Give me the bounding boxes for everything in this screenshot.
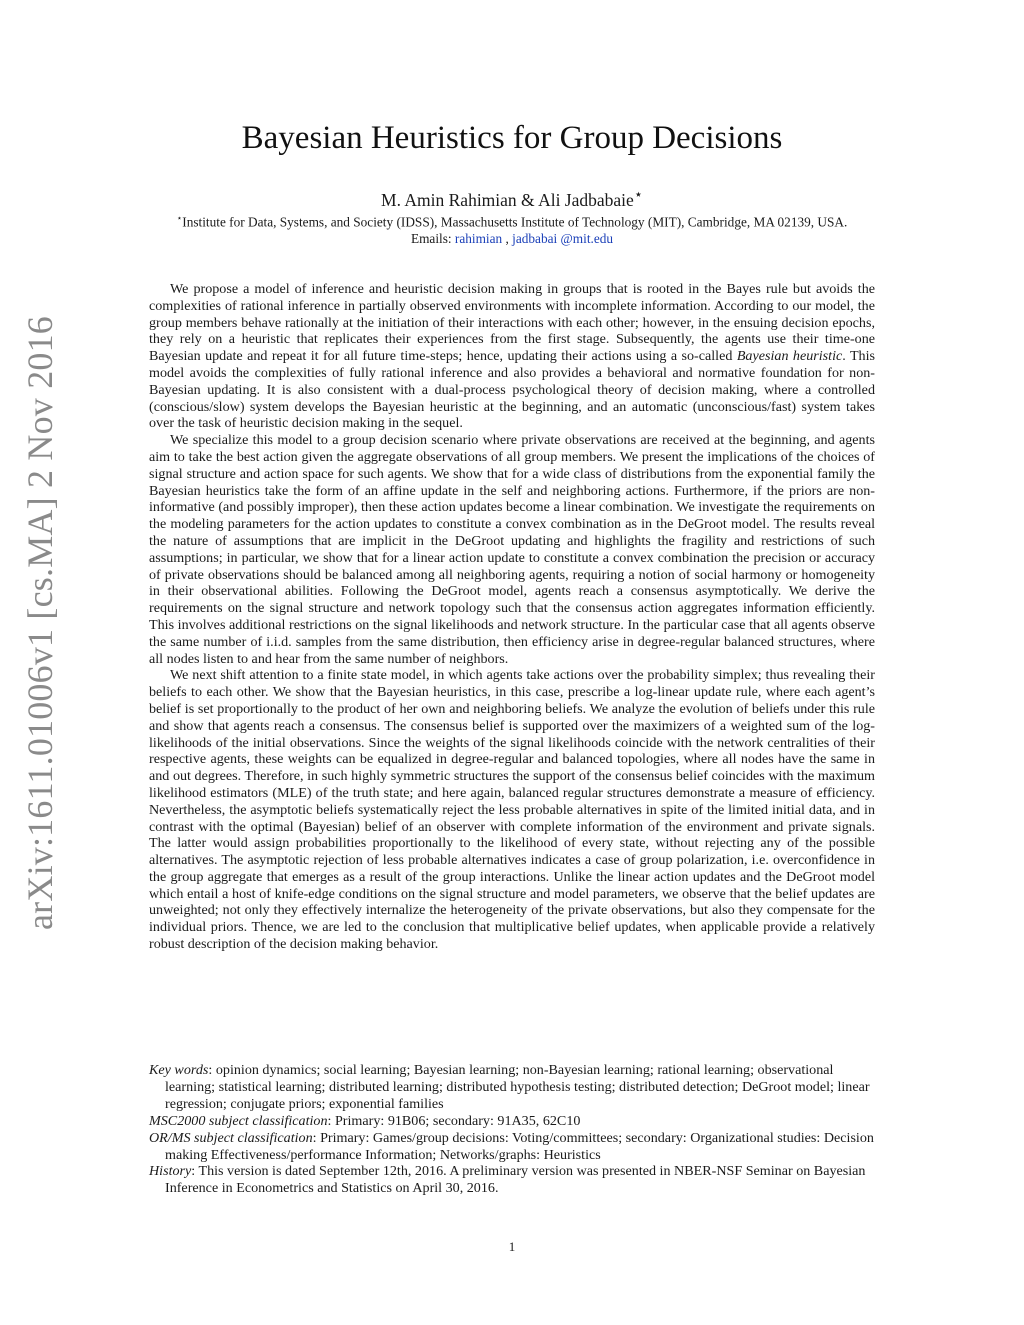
- email-link-jadbabai[interactable]: jadbabai: [512, 231, 558, 246]
- affiliation-line: [0, 213, 1024, 230]
- email-line: [0, 231, 1024, 247]
- email-link-rahimian[interactable]: rahimian: [454, 231, 503, 246]
- history-label: History: [149, 1163, 192, 1180]
- author-line: [0, 186, 1024, 211]
- paper-title: Bayesian Heuristics for Group Decisions: [241, 120, 783, 156]
- msc-text: Primary: 91B06; secondary: 91A35, 62C10: [334, 1112, 581, 1129]
- keywords-text: opinion dynamics; social learning; Bayesian learning; non-Bayesian learning; rational learning; observational learning; statistical learning; distributed learning; distributed hypothesis testing; distributed detection; DeGroot model; linear regression; conjugate priors; exponential families: [165, 1062, 870, 1112]
- affiliation-text: Institute for Data, Systems, and Society (IDSS), Massachusetts Institute of Technology (MIT), Cambridge, MA 02139, USA.: [182, 214, 848, 230]
- orms-text: Primary: Games/group decisions: Voting/committees; secondary: Organizational studies: Decision making Effectiveness/performance Information; Networks/graphs: Heuristics: [165, 1129, 874, 1163]
- history-text: This version is dated September 12th, 2016. A preliminary version was presented in NBER-NSF Seminar on Bayesian Inference in Econometrics and Statistics on April 30, 2016.: [165, 1163, 866, 1197]
- keywords-label: Key words: [149, 1062, 209, 1078]
- msc-label: MSC2000 subject classification: [149, 1112, 328, 1129]
- history-entry: History: This version is dated September 12th, 2016. A preliminary version was presented in NBER-NSF Seminar on Bayesian Inference in Econometrics and Statistics on April 30, 2016.: [149, 1163, 866, 1197]
- keywords-entry: Key words: opinion dynamics; social learning; Bayesian learning; non-Bayesian learning; rational learning; observational learning; statistical learning; distributed learning; distributed hypothesis testing; distributed detection; DeGroot model; linear regression; conjugate priors; exponential families: [149, 1062, 870, 1112]
- abstract-paragraph-3: We next shift attention to a finite state model, in which agents take actions over the probability simplex; thus revealing their beliefs to each other. We show that the Bayesian heuristics, in this case, prescribe a log-linear update rule, where each agent’s belief is set proportionally to the product of her own and neighboring beliefs. We analyze the evolution of beliefs under this rule and show that agents reach a consensus. The consensus belief is supported over the maximizers of a weighted sum of the log-likelihoods of the initial observations. Since the weights of the signal likelihoods coincide with the network centralities of their respective agents, these weights can be equalized in degree-regular and balanced topologies, where all nodes have the same in and out degrees. Therefore, in such highly symmetric structures the support of the consensus belief coincides with the maximum likelihood estimators (MLE) of the truth state; and here again, balanced regular structures demonstrate a measure of efficiency. Nevertheless, the asymptotic beliefs systematically reject the less probable alternatives in spite of the limited initial data, and in contrast with the optimal (Bayesian) belief of an observer with complete information of the environment and private signals. The latter would assign probabilities proportionally to the likelihood of every state, without rejecting any of the possible alternatives. The asymptotic rejection of less probable alternatives indicates a case of group polarization, i.e. overconfidence in the group aggregate that emerges as a result of the group interactions. Unlike the linear action updates and the DeGroot model which entail a host of knife-edge conditions on the signal structure and model parameters, we observe that the belief updates are unweighted; not only they effectively internalize the heterogeneity of the private observations, but also they compensate for the individual priors. Thence, we are led to the conclusion that multiplicative belief updates, when applicable provide a relatively robust description of the decision making behavior.: [149, 667, 875, 953]
- emails-label: Emails:: [410, 231, 452, 246]
- abstract-p1-text: We propose a model of inference and heuristic decision making in groups that is rooted in the Bayes rule but avoids the complexities of rational inference in partially observed environments with incomplete information. According to our model, the group members behave rationally at the initiation of their interactions with each other; however, in the ensuing decision epochs, they rely on a heuristic that replicates their experiences from the first stage. Subsequently, the agents use their time-one Bayesian update and repeat it for all future time-steps; hence, updating their actions using a so-called: [149, 281, 875, 365]
- author-names: M. Amin Rahimian & Ali Jadbabaie: [381, 189, 634, 210]
- email-separator: ,: [505, 231, 509, 246]
- email-domain[interactable]: @mit.edu: [560, 231, 614, 246]
- abstract-paragraph-2: We specialize this model to a group decision scenario where private observations are received at the beginning, and agents aim to take the best action given the aggregate observations of all group members. We present the implications of the choices of signal structure and action space for such agents. We show that for a wide class of distributions from the exponential family the Bayesian heuristics take the form of an affine update in the self and neighboring actions. Furthermore, if the priors are non-informative (and possibly improper), then these action updates become a linear combination. We investigate the requirements on the modeling parameters for the action updates to constitute a convex combination as in the DeGroot model. The results reveal the nature of assumptions that are implicit in the DeGroot updating and highlights the fragility and restrictions of such assumptions; in particular, we show that for a linear action update to constitute a convex combination the precision or accuracy of private observations should be balanced among all neighboring agents, requiring a notion of social harmony or homogeneity in their observational abilities. Following the DeGroot model, agents reach a consensus asymptotically. We derive the requirements on the signal structure and network topology such that the consensus action aggregates information efficiently. This involves additional restrictions on the signal likelihoods and network structure. In the particular case that all agents observe the same number of i.i.d. samples from the same distribution, then efficiency arise in degree-regular balanced structures, where all nodes listen to and hear from the same number of neighbors.: [149, 432, 875, 667]
- abstract-paragraph-1: [149, 281, 875, 432]
- page-number: 1: [508, 1239, 516, 1254]
- affiliation-mark: ⋆: [176, 213, 183, 223]
- abstract-p1-emphasis: Bayesian heuristic: [736, 348, 843, 365]
- abstract-p1-text-end: . This model avoids the complexities of fully rational inference and also provides a behavioral and normative foundation for non-Bayesian updating. It is also consistent with a dual-process psychological theory of decision making, where a controlled (conscious/slow) system develops the Bayesian heuristic at the beginning, and an automatic (unconscious/fast) system takes over the task of heuristic decision making in the sequel.: [149, 348, 876, 432]
- arxiv-identifier[interactable]: arXiv:1611.01006v1 [cs.MA] 2 Nov 2016: [20, 315, 60, 930]
- author-affiliation-mark: ⋆: [633, 187, 643, 203]
- orms-entry: OR/MS subject classification: Primary: Games/group decisions: Voting/committees; secondary: Organizational studies: Decision making Effectiveness/performance Information; Networks/graphs: Heuristics: [149, 1129, 874, 1163]
- msc-entry: MSC2000 subject classification: Primary: 91B06; secondary: 91A35, 62C10: [149, 1112, 581, 1129]
- abstract: [149, 281, 875, 953]
- orms-label: OR/MS subject classification: [149, 1129, 313, 1146]
- paper-metadata: [149, 1062, 875, 1197]
